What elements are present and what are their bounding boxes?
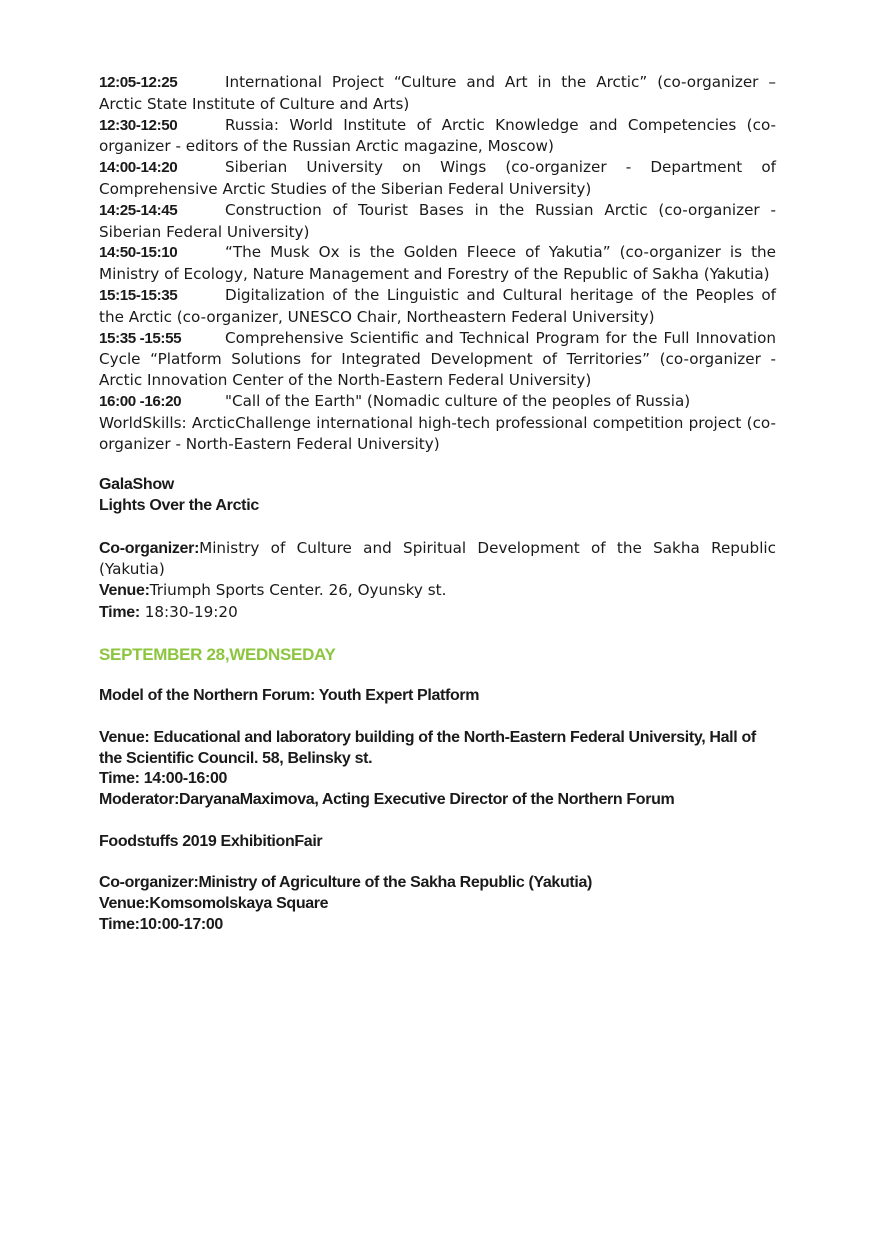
schedule-list <box>99 72 776 454</box>
entry-time: 12:30-12:50 <box>99 116 178 134</box>
entry-text: Digitalization of the Linguistic and Cultural heritage of the Peoples of the Arctic (co-organizer, UNESCO Chair, Northeastern Federal University) <box>99 285 776 326</box>
entry-text: Russia: World Institute of Arctic Knowledge and Competencies (co-organizer - editors of the Russian Arctic magazine, Moscow) <box>99 115 776 156</box>
entry-time: 12:05-12:25 <box>99 74 178 91</box>
schedule-entry <box>99 72 776 115</box>
schedule-entry <box>99 391 776 413</box>
gala-time <box>99 602 776 624</box>
entry-text: Comprehensive Scientific and Technical Program for the Full Innovation Cycle “Platform Solutions for Integrated Development of Territories” (co-organizer - Arctic Innovation Center of the North-Eastern Federal University) <box>99 328 776 390</box>
fair-section <box>99 832 776 936</box>
time-value: 18:30-19:20 <box>139 602 238 621</box>
gala-venue <box>99 580 776 602</box>
coorganizer-label: Co-organizer: <box>99 539 200 557</box>
schedule-entry <box>99 200 776 243</box>
schedule-entry <box>99 242 776 285</box>
entry-text: "Call of the Earth" (Nomadic culture of the peoples of Russia) <box>225 391 691 410</box>
entry-time: 15:15-15:35 <box>99 286 178 304</box>
entry-text: Construction of Tourist Bases in the Russian Arctic (co-organizer - Siberian Federal University) <box>99 200 776 241</box>
entry-time: 14:50-15:10 <box>99 244 178 262</box>
schedule-entry <box>99 328 776 391</box>
entry-text: “The Musk Ox is the Golden Fleece of Yakutia” (co-organizer is the Ministry of Ecology, Nature Management and Forestry of the Republic of Sakha (Yakutia) <box>99 243 776 284</box>
worldskills-text: WorldSkills: ArcticChallenge international high-tech professional competition project (co-organizer - North-Eastern Federal University) <box>99 413 776 453</box>
entry-time: 15:35 -15:55 <box>99 329 182 347</box>
entry-time: 14:25-14:45 <box>99 201 178 219</box>
forum-venue: Venue: Educational and laboratory building of the North-Eastern Federal University, Hall of the Scientific Council. 58, Belinsky st. <box>99 728 756 767</box>
venue-value: Triumph Sports Center. 26, Oyunsky st. <box>149 581 447 600</box>
gala-title: GalaShow <box>99 476 174 494</box>
date-heading: SEPTEMBER 28,WEDNSEDAY <box>99 644 336 664</box>
time-label: Time: <box>99 603 140 621</box>
schedule-entry <box>99 115 776 158</box>
schedule-entry <box>99 157 776 200</box>
entry-text: Siberian University on Wings (co-organizer - Department of Comprehensive Arctic Studies of the Siberian Federal University) <box>99 158 776 198</box>
forum-moderator: Moderator:DaryanaMaximova, Acting Executive Director of the Northern Forum <box>99 791 675 809</box>
fair-title: Foodstuffs 2019 ExhibitionFair <box>99 832 323 850</box>
document-page <box>99 72 776 936</box>
entry-time: 16:00 -16:20 <box>99 392 182 410</box>
entry-text: International Project “Culture and Art in the Arctic” (co-organizer – Arctic State Institute of Culture and Arts) <box>99 73 776 113</box>
gala-subtitle: Lights Over the Arctic <box>99 496 259 514</box>
coorganizer-value: Ministry of Culture and Spiritual Development of the Sakha Republic (Yakutia) <box>99 538 776 579</box>
forum-time: Time: 14:00-16:00 <box>99 770 228 788</box>
forum-title: Model of the Northern Forum: Youth Expert Platform <box>99 687 480 705</box>
fair-coorganizer: Co-organizer:Ministry of Agriculture of the Sakha Republic (Yakutia) <box>99 874 593 892</box>
entry-time: 14:00-14:20 <box>99 159 178 177</box>
venue-label: Venue: <box>99 582 150 600</box>
forum-section <box>99 686 776 811</box>
fair-time: Time:10:00-17:00 <box>99 915 223 933</box>
fair-venue: Venue:Komsomolskaya Square <box>99 895 329 913</box>
schedule-entry <box>99 285 776 328</box>
gala-section <box>99 475 776 624</box>
gala-coorganizer <box>99 538 776 581</box>
